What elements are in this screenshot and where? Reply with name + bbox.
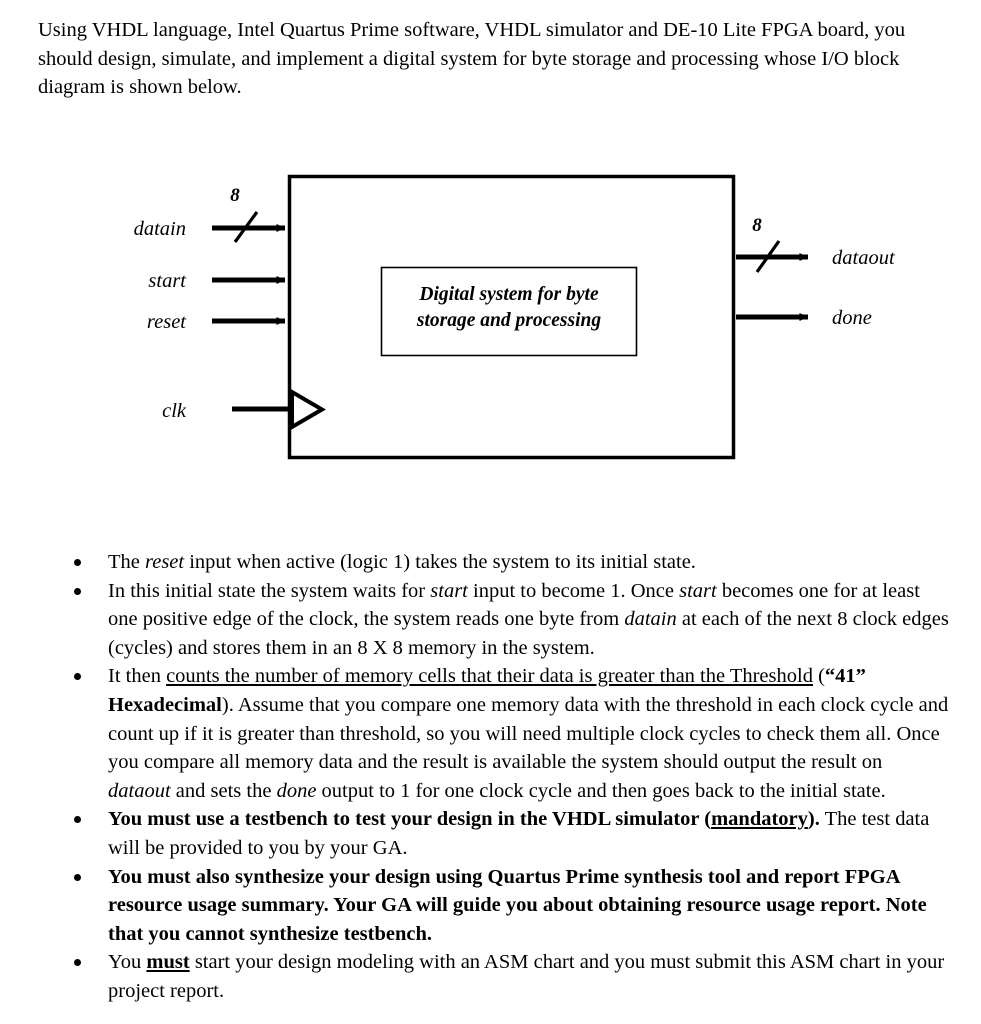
bullet-body: You must also synthesize your design using Quartus Prime synthesis tool and report FPGA resource usage summary. Your GA will guide you about obtaining resource usage report. Note that you cannot synthesize testbench.	[108, 865, 927, 945]
bullet-body: It then counts the number of memory cells that their data is greater than the Threshold (“41” Hexadecimal). Assume that you compare one memory data with the threshold in each clock cycle and count up if it is greater than threshold, so you will need multiple clock cycles to check them all. Once you compare all memory data and the result is available the system should output the result on dataout and sets the done output to 1 for one clock cycle and then goes back to the initial state.	[108, 665, 949, 802]
bullet-dot-icon	[74, 959, 81, 966]
bus-width-label-datain: 8	[230, 185, 240, 206]
inner-block-label-line1: Digital system for byte	[419, 284, 599, 305]
list-item	[60, 662, 950, 805]
bullet-body: You must start your design modeling with an ASM chart and you must submit this ASM chart in your project report.	[108, 951, 945, 1002]
bullet-body: You must use a testbench to test your design in the VHDL simulator (mandatory). The test data will be provided to you by your GA.	[108, 808, 930, 859]
bullet-body: In this initial state the system waits for start input to become 1. Once start becomes one for at least one positive edge of the clock, the system reads one byte from datain at each of the next 8 clock edges (cycles) and stores them in an 8 X 8 memory in the system.	[108, 579, 949, 659]
requirements-list	[60, 548, 950, 1006]
bullet-dot-icon	[74, 588, 81, 595]
bullet-dot-icon	[74, 816, 81, 823]
bullet-dot-icon	[74, 673, 81, 680]
list-item	[60, 863, 950, 949]
output-label-done: done	[832, 307, 872, 329]
output-label-dataout: dataout	[832, 247, 895, 269]
list-item	[60, 805, 950, 862]
bullet-body: The reset input when active (logic 1) takes the system to its initial state.	[108, 551, 696, 573]
input-label-clk: clk	[162, 400, 186, 422]
io-block-diagram	[0, 150, 981, 530]
list-item	[60, 948, 950, 1005]
list-item	[60, 548, 950, 577]
intro-paragraph: Using VHDL language, Intel Quartus Prime software, VHDL simulator and DE-10 Lite FPGA board, you should design, simulate, and implement a digital system for byte storage and processing whose I/O block diagram is shown below.	[38, 19, 906, 98]
input-label-start: start	[148, 270, 186, 292]
input-label-reset: reset	[146, 311, 186, 333]
list-item	[60, 577, 950, 663]
bullet-dot-icon	[74, 559, 81, 566]
inner-block-label-line2: storage and processing	[416, 310, 602, 331]
bus-width-label-dataout: 8	[752, 215, 762, 236]
bullet-dot-icon	[74, 874, 81, 881]
input-label-datain: datain	[133, 218, 186, 240]
